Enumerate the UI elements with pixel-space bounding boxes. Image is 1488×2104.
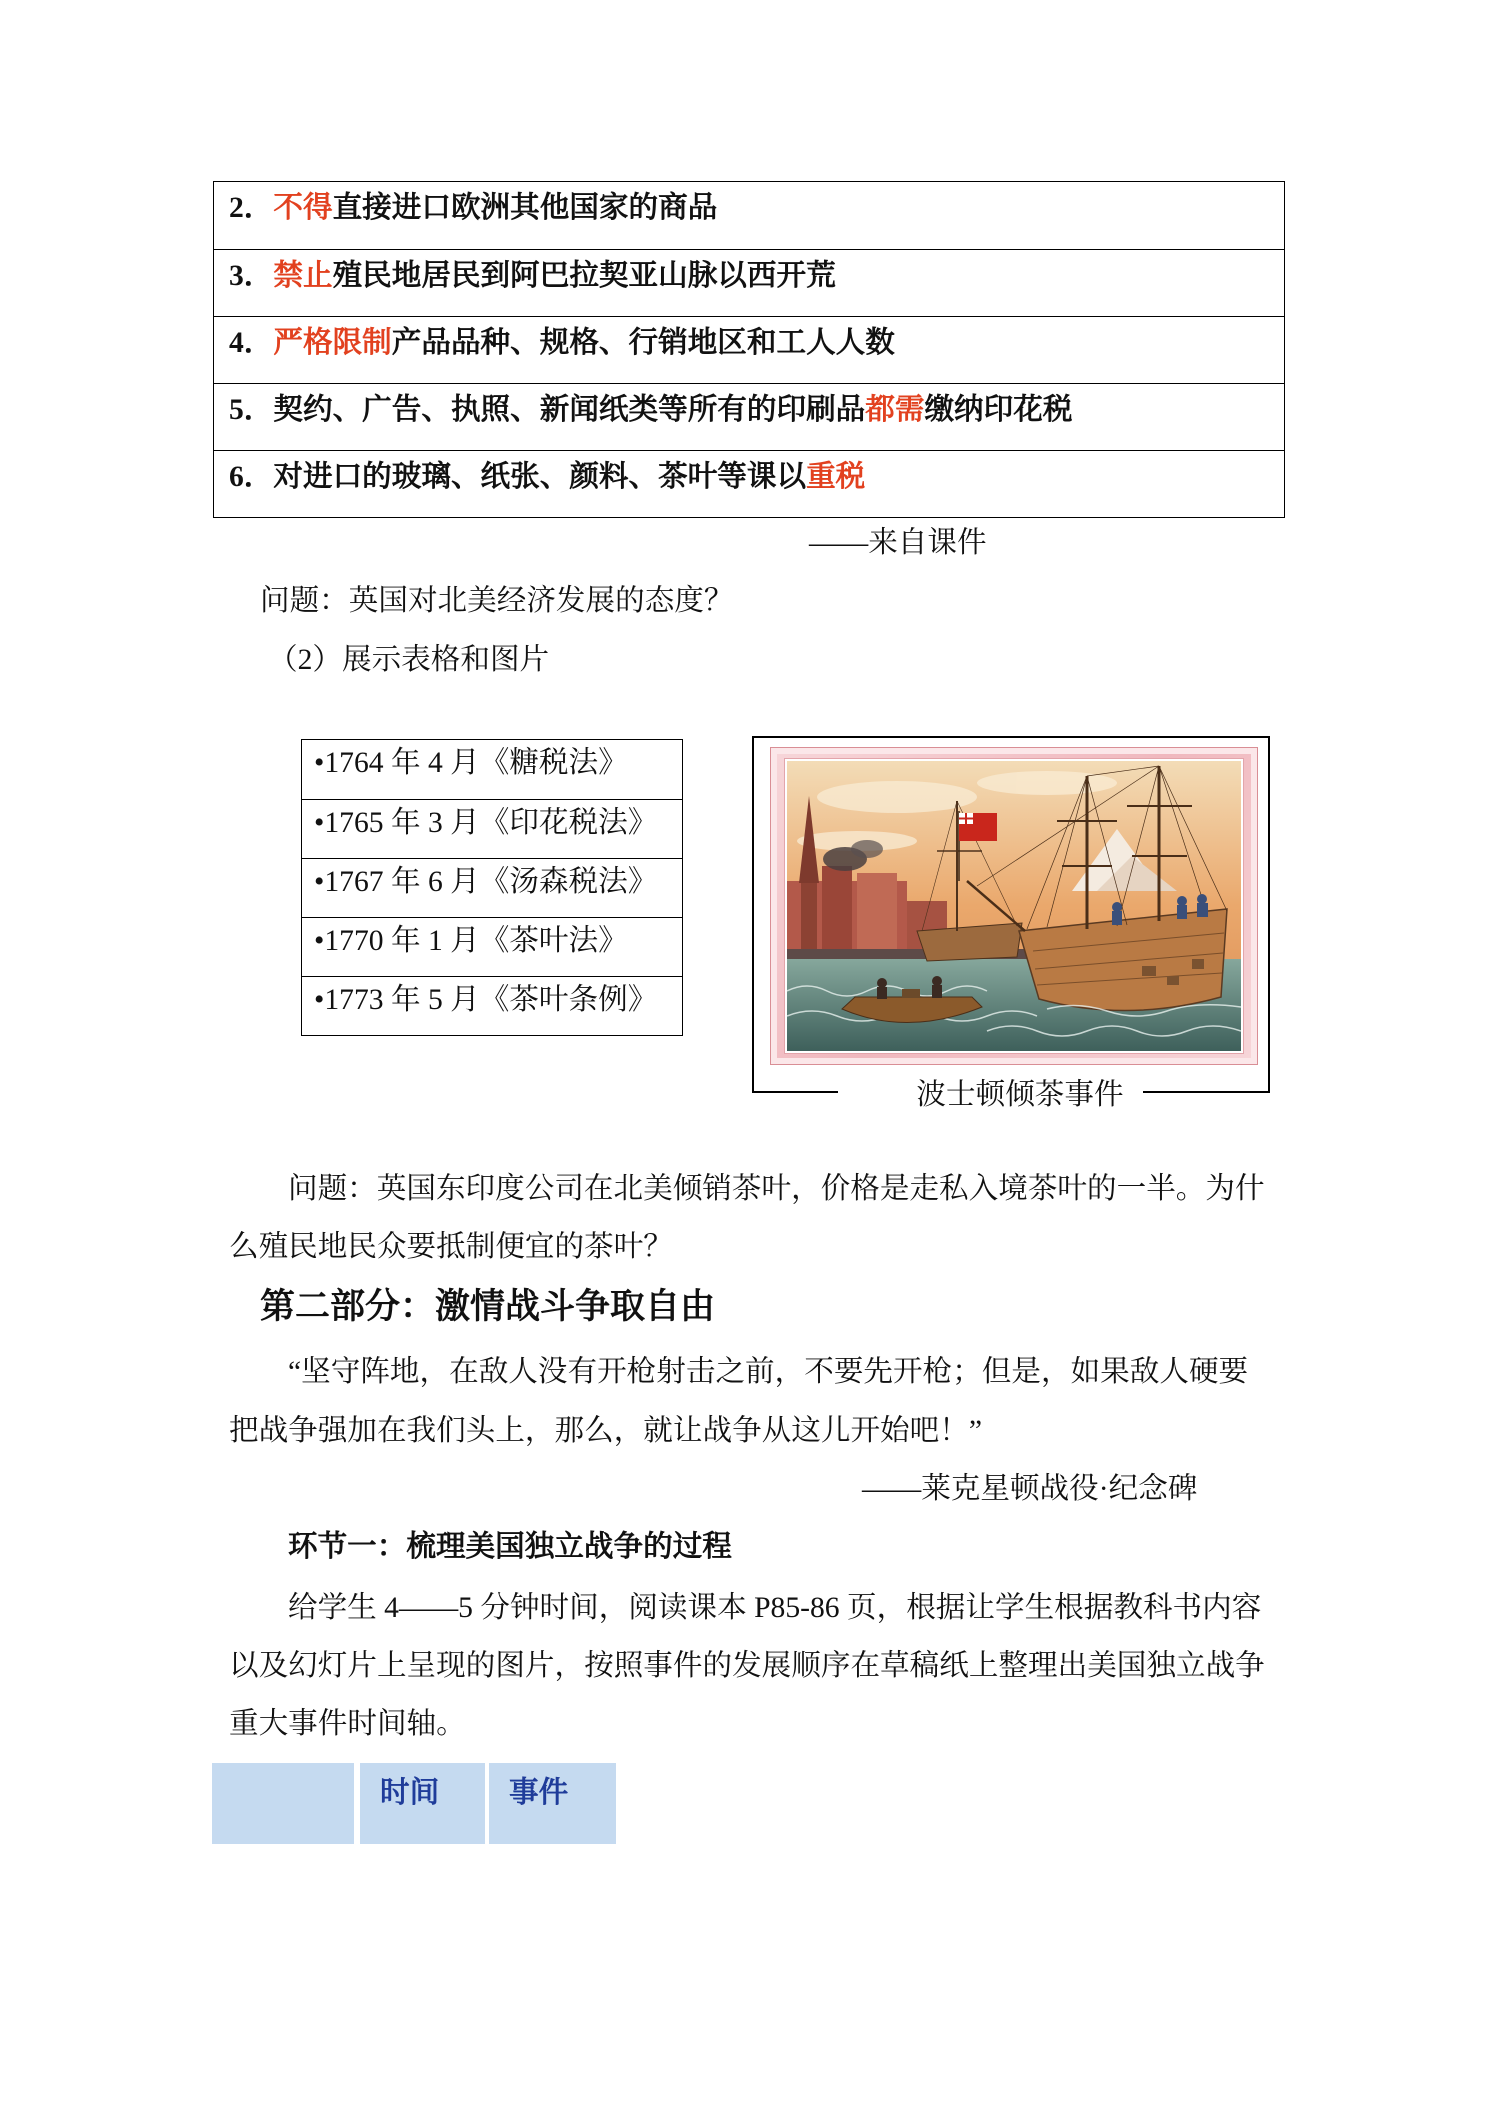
tax-acts-table: [301, 739, 683, 1036]
table-row: [214, 316, 1284, 383]
table-row: [214, 182, 1284, 249]
table-source: ——来自课件: [809, 527, 987, 559]
table-row: •1765 年 3 月《印花税法》: [302, 799, 682, 858]
table-row: [214, 450, 1284, 517]
row-number: 2．: [229, 192, 274, 224]
row-number: 3．: [229, 260, 274, 292]
colonial-restrictions-table: [213, 181, 1285, 518]
timeline-header-event: 事件: [489, 1763, 616, 1844]
question-economy: 问题：英国对北美经济发展的态度？: [260, 585, 734, 617]
row-highlight: 都需: [865, 394, 925, 426]
row-text: 殖民地居民到阿巴拉契亚山脉以西开荒: [332, 260, 836, 292]
table-row: [214, 249, 1284, 316]
section-heading: 第二部分：激情战斗争取自由: [260, 1287, 716, 1326]
table-row: [214, 383, 1284, 450]
row-text: 契约、广告、执照、新闻纸类等所有的印刷品: [273, 394, 866, 426]
row-number: 4．: [229, 327, 274, 359]
instruction-line: 重大事件时间轴。: [229, 1708, 466, 1740]
row-text: 对进口的玻璃、纸张、颜料、茶叶等课以: [273, 461, 807, 493]
frame-divider: [1143, 1091, 1270, 1093]
timeline-header-time: 时间: [360, 1763, 485, 1844]
row-text: 直接进口欧洲其他国家的商品: [332, 192, 718, 224]
row-highlight: 重税: [806, 461, 866, 493]
step-heading: 环节一：梳理美国独立战争的过程: [288, 1531, 732, 1563]
row-highlight: 严格限制: [273, 327, 392, 359]
step-heading: （2）展示表格和图片: [268, 644, 550, 676]
frame-divider: [752, 1091, 838, 1093]
row-highlight: 不得: [273, 192, 333, 224]
question-tea-line: 么殖民地民众要抵制便宜的茶叶？: [229, 1231, 673, 1263]
boston-tea-party-painting: [787, 761, 1241, 1051]
instruction-line: 以及幻灯片上呈现的图片，按照事件的发展顺序在草稿纸上整理出美国独立战争: [229, 1650, 1265, 1682]
table-row: •1764 年 4 月《糖税法》: [314, 747, 628, 779]
row-text: 缴纳印花税: [924, 394, 1073, 426]
instruction-line: 给学生 4——5 分钟时间，阅读课本 P85-86 页，根据让学生根据教科书内容: [288, 1592, 1262, 1624]
table-row: •1767 年 6 月《汤森税法》: [302, 858, 682, 917]
quote-source: ——莱克星顿战役·纪念碑: [862, 1473, 1198, 1505]
row-number: 6．: [229, 461, 274, 493]
timeline-header-cell: [212, 1763, 354, 1844]
quote-line: “坚守阵地，在敌人没有开枪射击之前，不要先开枪；但是，如果敌人硬要: [288, 1356, 1249, 1388]
painting-caption: 波士顿倾茶事件: [900, 1075, 1140, 1115]
row-text: 产品品种、规格、行销地区和工人人数: [391, 327, 895, 359]
quote-line: 把战争强加在我们头上，那么，就让战争从这儿开始吧！”: [229, 1415, 982, 1447]
row-number: 5．: [229, 394, 274, 426]
table-row: •1770 年 1 月《茶叶法》: [302, 917, 682, 976]
table-row: •1773 年 5 月《茶叶条例》: [302, 976, 682, 1035]
row-highlight: 禁止: [273, 260, 333, 292]
question-tea-line: 问题：英国东印度公司在北美倾销茶叶，价格是走私入境茶叶的一半。为什: [288, 1173, 1265, 1205]
